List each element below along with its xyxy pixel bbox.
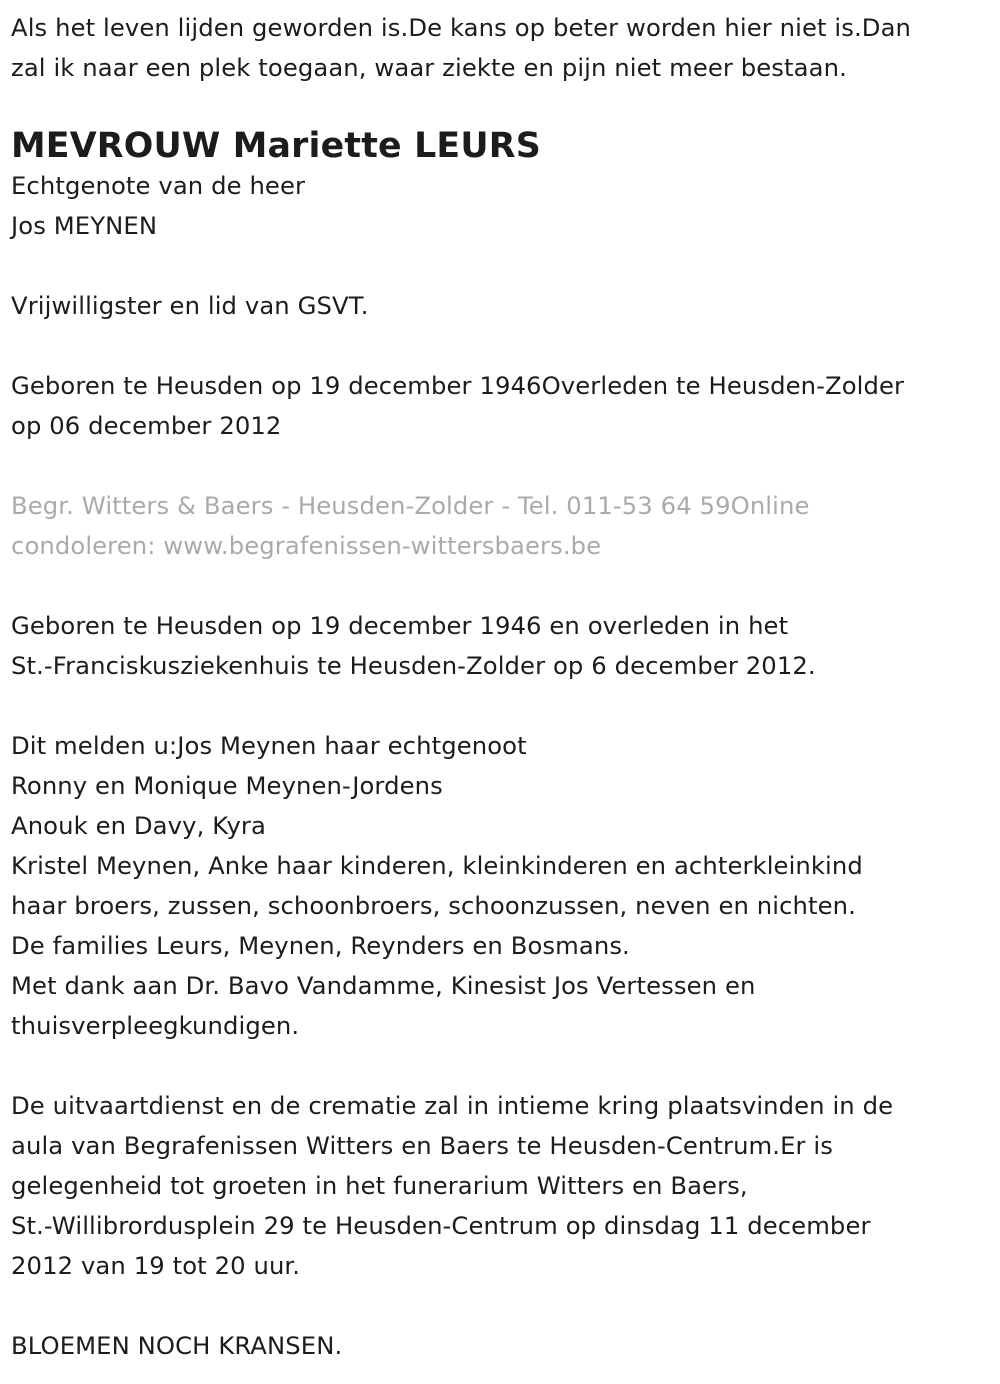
ceremony-line: 2012 van 19 tot 20 uur. <box>11 1251 301 1280</box>
family-line: haar broers, zussen, schoonbroers, schoonzussen, neven en nichten. <box>11 891 856 920</box>
family-line: Dit melden u:Jos Meynen haar echtgenoot <box>11 731 527 760</box>
birth-death-detail-line: St.-Franciskusziekenhuis te Heusden-Zolder op 6 december 2012. <box>11 651 816 680</box>
intro-line: Als het leven lijden geworden is.De kans op beter worden hier niet is.Dan <box>11 13 912 42</box>
spouse-info <box>11 166 990 246</box>
family-line: Ronny en Monique Meynen-Jordens <box>11 771 443 800</box>
birth-death-line: op 06 december 2012 <box>11 411 282 440</box>
undertaker-line: Begr. Witters & Baers - Heusden-Zolder - Tel. 011-53 64 59Online <box>11 491 810 520</box>
birth-death-summary <box>11 366 990 446</box>
spacer <box>11 1046 990 1086</box>
spouse-line: Echtgenote van de heer <box>11 171 306 200</box>
birth-death-details <box>11 606 990 686</box>
family-line: Anouk en Davy, Kyra <box>11 811 266 840</box>
birth-death-detail-line: Geboren te Heusden op 19 december 1946 en overleden in het <box>11 611 789 640</box>
deceased-name: MEVROUW Mariette LEURS <box>11 126 541 166</box>
spacer <box>11 246 990 286</box>
ceremony-line: gelegenheid tot groeten in het funerarium Witters en Baers, <box>11 1171 748 1200</box>
ceremony-line: aula van Begrafenissen Witters en Baers te Heusden-Centrum.Er is <box>11 1131 834 1160</box>
family-line: De families Leurs, Meynen, Reynders en Bosmans. <box>11 931 630 960</box>
spacer <box>11 566 990 606</box>
spacer <box>11 1286 990 1326</box>
undertaker-line: condoleren: www.begrafenissen-wittersbaers.be <box>11 531 602 560</box>
ceremony-line: St.-Willibrordusplein 29 te Heusden-Centrum op dinsdag 11 december <box>11 1211 871 1240</box>
volunteer-info: Vrijwilligster en lid van GSVT. <box>11 291 369 320</box>
spacer <box>11 326 990 366</box>
family-line: Kristel Meynen, Anke haar kinderen, kleinkinderen en achterkleinkind <box>11 851 863 880</box>
undertaker-info <box>11 486 990 566</box>
flowers-note: BLOEMEN NOCH KRANSEN. <box>11 1331 343 1360</box>
spacer <box>11 446 990 486</box>
spouse-line: Jos MEYNEN <box>11 211 158 240</box>
birth-death-line: Geboren te Heusden op 19 december 1946Overleden te Heusden-Zolder <box>11 371 905 400</box>
family-line: thuisverpleegkundigen. <box>11 1011 300 1040</box>
intro-line: zal ik naar een plek toegaan, waar ziekte en pijn niet meer bestaan. <box>11 53 847 82</box>
ceremony-line: De uitvaartdienst en de crematie zal in intieme kring plaatsvinden in de <box>11 1091 894 1120</box>
family-line: Met dank aan Dr. Bavo Vandamme, Kinesist Jos Vertessen en <box>11 971 756 1000</box>
intro-poem <box>11 8 990 88</box>
family-announcement <box>11 726 990 1046</box>
ceremony-info <box>11 1086 990 1286</box>
spacer <box>11 686 990 726</box>
